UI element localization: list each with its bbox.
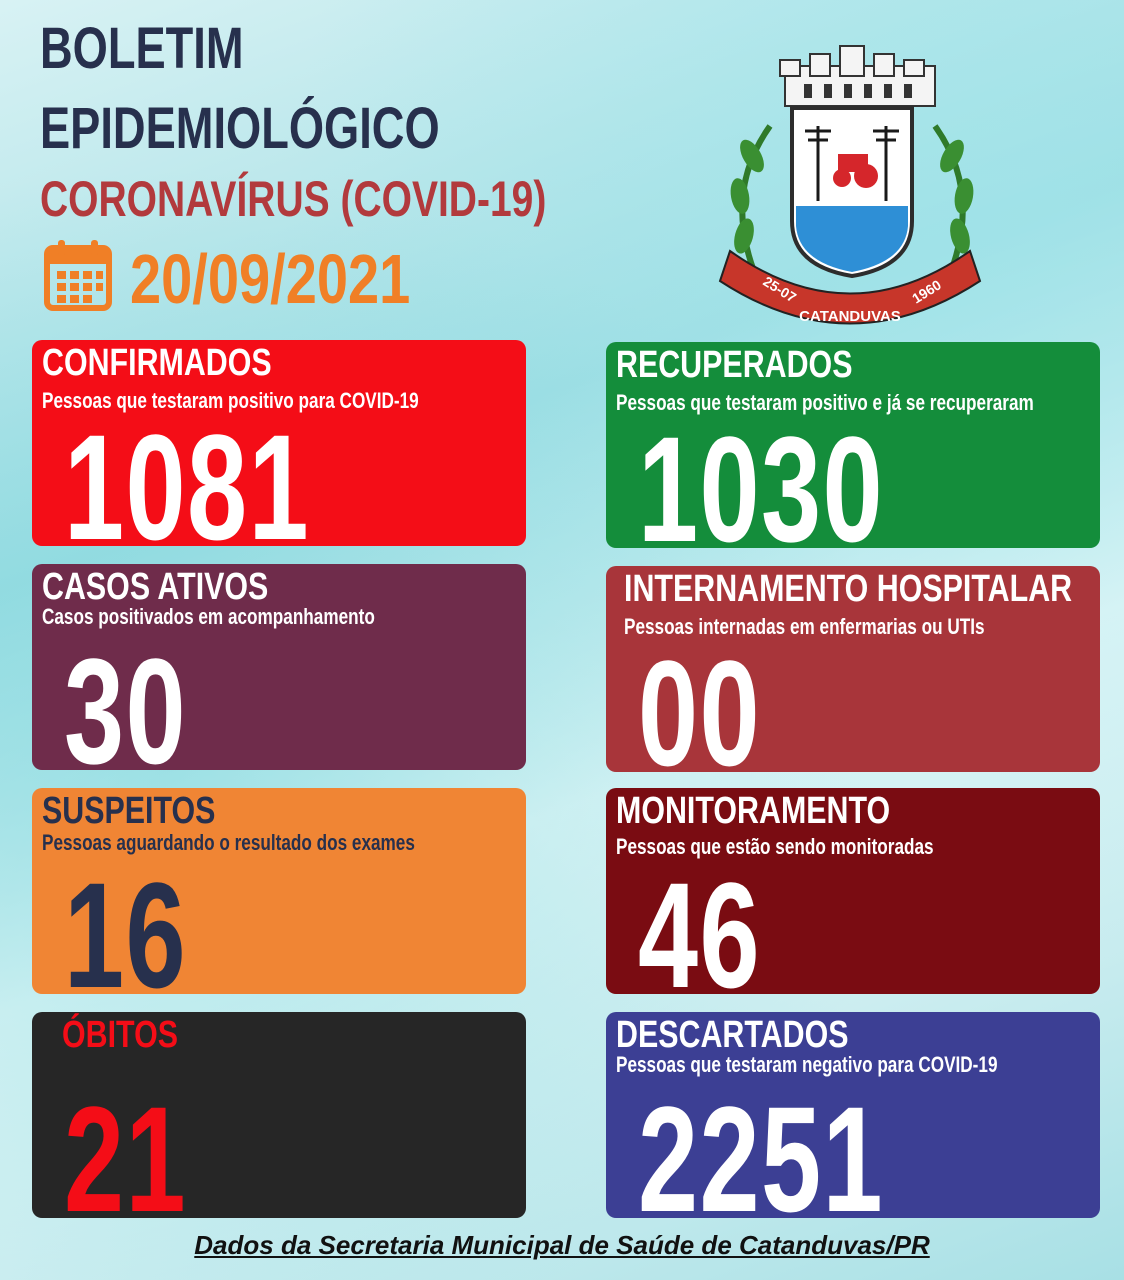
card-subtitle: Pessoas aguardando o resultado dos exames — [42, 830, 415, 855]
card-internamento — [606, 566, 1100, 772]
ribbon-right-text: 1960 — [909, 276, 945, 307]
card-title: DESCARTADOS — [616, 1014, 849, 1056]
card-title: MONITORAMENTO — [616, 790, 891, 832]
card-subtitle: Casos positivados em acompanhamento — [42, 604, 375, 629]
card-title: RECUPERADOS — [616, 344, 853, 386]
card-subtitle: Pessoas que testaram positivo e já se recuperaram — [616, 390, 1034, 415]
footer-text: Dados da Secretaria Municipal de Saúde de Catanduvas/PR — [194, 1230, 930, 1260]
card-value: 21 — [64, 1075, 188, 1218]
card-title: CONFIRMADOS — [42, 342, 272, 384]
card-value: 16 — [64, 851, 188, 994]
title-boletim: BOLETIM — [40, 16, 244, 81]
card-value: 30 — [64, 627, 188, 770]
card-value: 1081 — [64, 403, 311, 546]
card-monitoramento — [606, 788, 1100, 994]
card-subtitle: Pessoas que estão sendo monitoradas — [616, 834, 934, 859]
card-value: 1030 — [638, 405, 885, 548]
card-subtitle: Pessoas que testaram positivo para COVID-19 — [42, 388, 419, 413]
title-epidemiologico: EPIDEMIOLÓGICO — [40, 96, 440, 161]
card-obitos — [32, 1012, 526, 1218]
card-casos-ativos — [32, 564, 526, 770]
card-subtitle: Pessoas internadas em enfermarias ou UTIs — [624, 614, 985, 639]
card-descartados — [606, 1012, 1100, 1218]
bulletin-date: 20/09/2021 — [130, 240, 411, 318]
card-value: 00 — [638, 629, 762, 772]
calendar-icon — [44, 238, 112, 312]
card-title: SUSPEITOS — [42, 790, 216, 832]
card-title: CASOS ATIVOS — [42, 566, 269, 608]
ribbon-center-text: CATANDUVAS — [799, 308, 901, 325]
ribbon-left-text: 25-07 — [760, 272, 800, 306]
coat-of-arms-icon — [700, 36, 1000, 336]
card-suspeitos — [32, 788, 526, 994]
card-recuperados — [606, 342, 1100, 548]
card-value: 46 — [638, 851, 762, 994]
subtitle-coronavirus: CORONAVÍRUS (COVID-19) — [40, 171, 547, 227]
card-title: INTERNAMENTO HOSPITALAR — [624, 568, 1073, 610]
footer-source — [0, 1230, 1124, 1261]
card-value: 2251 — [638, 1075, 885, 1218]
card-confirmados — [32, 340, 526, 546]
card-subtitle: Pessoas que testaram negativo para COVID-19 — [616, 1052, 998, 1077]
card-title: ÓBITOS — [62, 1014, 178, 1056]
